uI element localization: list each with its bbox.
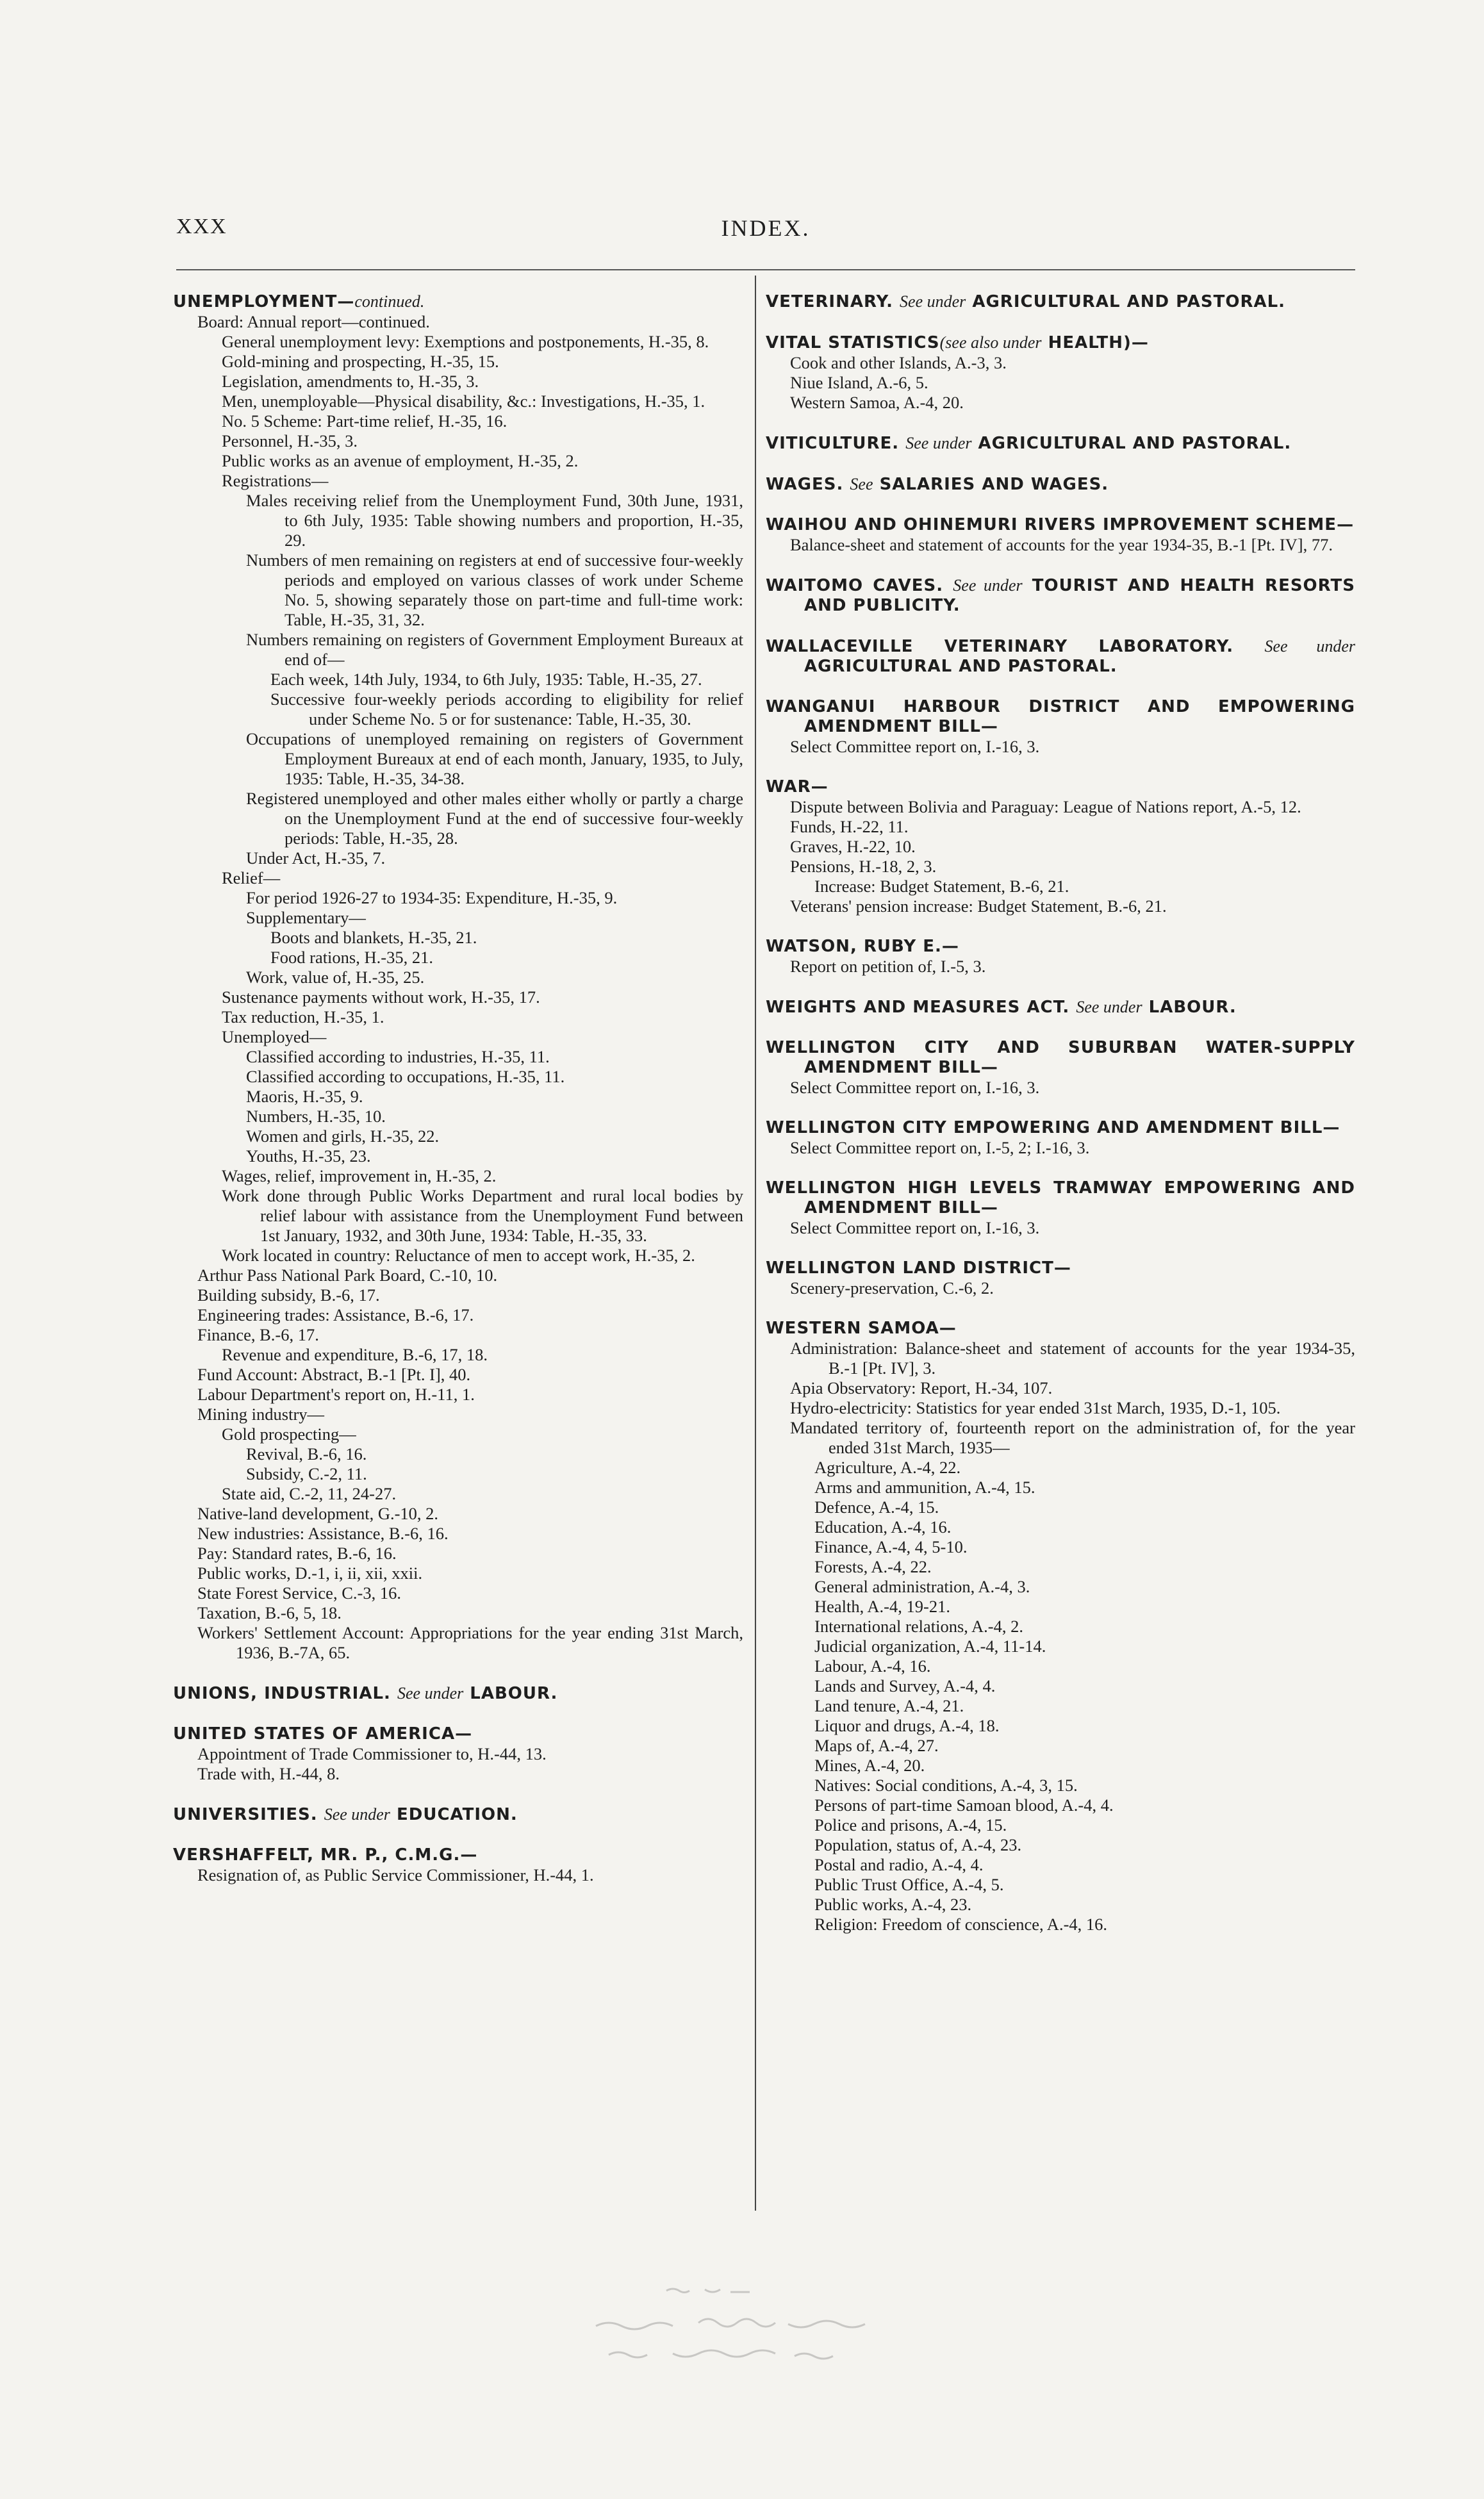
heading-text: UNIVERSITIES. [173,1805,318,1824]
see-under-label: See under [397,1684,464,1703]
index-subentry: Report on petition of, I.-5, 3. [790,957,986,976]
index-subentry: Pay: Standard rates, B.-6, 16. [197,1544,397,1563]
index-entry-united-states-of-america [173,1724,743,1784]
index-subentry: No. 5 Scheme: Part-time relief, H.-35, 16. [222,411,507,431]
heading-text: WALLACEVILLE VETERINARY LABORATORY. [766,637,1234,656]
column-divider [755,276,756,2211]
index-subentry: Classified according to occupations, H.-35, 11. [246,1067,565,1086]
index-heading [173,1724,743,1744]
index-subentry: International relations, A.-4, 2. [814,1617,1024,1636]
index-entry-universities [173,1804,743,1825]
index-subentry: Public works as an avenue of employment, H.-35, 2. [222,451,579,470]
index-subentry: Select Committee report on, I.-16, 3. [790,1218,1040,1237]
index-heading [766,1038,1355,1078]
cross-reference: EDUCATION. [397,1805,518,1824]
index-entry-weights-and-measures-act [766,997,1355,1018]
index-heading [766,997,1355,1018]
index-subentry: Finance, A.-4, 4, 5-10. [814,1537,968,1556]
index-subentry: Education, A.-4, 16. [814,1517,952,1537]
index-subentry: Postal and radio, A.-4, 4. [814,1855,984,1874]
index-subentry: Cook and other Islands, A.-3, 3. [790,353,1007,372]
index-subentry: Native-land development, G.-10, 2. [197,1504,439,1523]
cross-reference: TOURIST AND HEALTH RESORTS AND PUBLICITY. [804,576,1355,615]
index-subentry: Boots and blankets, H.-35, 21. [270,928,477,947]
index-subentry: Population, status of, A.-4, 23. [814,1835,1022,1854]
index-subentry: Arthur Pass National Park Board, C.-10, 10. [197,1266,498,1285]
index-heading [173,1683,743,1704]
index-subentry: Sustenance payments without work, H.-35, 17. [222,987,540,1007]
index-subentry: Work, value of, H.-35, 25. [246,968,425,987]
heading-text: WAIHOU AND OHINEMURI RIVERS IMPROVEMENT SCHEME— [766,515,1355,534]
index-subentry: Women and girls, H.-35, 22. [246,1126,440,1146]
index-entry-wellington-city-and-suburban-water-suppl [766,1038,1355,1098]
index-subentry: Workers' Settlement Account: Appropriations for the year ending 31st March, 1936, B.-7A, 65. [197,1623,743,1662]
page-title: INDEX. [721,215,811,241]
heading-text: UNEMPLOYMENT— [173,292,355,311]
index-subentry: For period 1926-27 to 1934-35: Expenditure, H.-35, 9. [246,888,618,907]
index-subentry: Dispute between Bolivia and Paraguay: League of Nations report, A.-5, 12. [790,797,1301,816]
index-subentry: Labour, A.-4, 16. [814,1656,931,1676]
index-subentry: Trade with, H.-44, 8. [197,1764,340,1783]
index-heading [766,433,1355,454]
index-subentry: Hydro-electricity: Statistics for year ended 31st March, 1935, D.-1, 105. [790,1398,1281,1417]
index-subentry: Gold-mining and prospecting, H.-35, 15. [222,352,499,371]
index-subentry: Taxation, B.-6, 5, 18. [197,1603,342,1622]
index-subentry: Work located in country: Reluctance of men to accept work, H.-35, 2. [222,1246,695,1265]
index-subentry: Pensions, H.-18, 2, 3. [790,857,937,876]
index-subentry: Each week, 14th July, 1934, to 6th July, 1935: Table, H.-35, 27. [270,670,702,689]
index-subentry: Public works, D.-1, i, ii, xii, xxii. [197,1563,423,1583]
index-subentry: Scenery-preservation, C.-6, 2. [790,1278,994,1298]
heading-text: WELLINGTON HIGH LEVELS TRAMWAY EMPOWERING AND AMENDMENT BILL— [766,1178,1355,1217]
index-subentry: Balance-sheet and statement of accounts for the year 1934-35, B.-1 [Pt. IV], 77. [790,535,1333,554]
heading-text: VETERINARY. [766,292,893,311]
index-subentry: Niue Island, A.-6, 5. [790,373,928,392]
index-heading [766,1258,1355,1278]
index-entry-viticulture [766,433,1355,454]
heading-text: WANGANUI HARBOUR DISTRICT AND EMPOWERING AMENDMENT BILL— [766,697,1355,736]
index-subentry: Finance, B.-6, 17. [197,1325,319,1344]
heading-note: (see also under [939,333,1042,352]
heading-text: WATSON, RUBY E.— [766,937,959,956]
index-heading [766,697,1355,737]
index-subentry: Relief— [222,868,281,887]
index-subentry: Natives: Social conditions, A.-4, 3, 15. [814,1776,1078,1795]
index-subentry: Youths, H.-35, 23. [246,1146,371,1166]
index-entry-vershaffelt-mr-p-c-m-g [173,1845,743,1885]
index-entry-waihou-and-ohinemuri-rivers-improvement- [766,515,1355,555]
index-subentry: Building subsidy, B.-6, 17. [197,1285,380,1305]
index-subentry: Resignation of, as Public Service Commissioner, H.-44, 1. [197,1865,594,1885]
index-subentry: Persons of part-time Samoan blood, A.-4, 4. [814,1795,1114,1815]
heading-text: WAR— [766,777,829,796]
index-subentry: Numbers of men remaining on registers at end of successive four-weekly periods and employed on various classes of work under Scheme No. 5, showing separately those on part-time and full-time work: Table, H.-35, 31, 32. [246,550,743,629]
index-subentry: Fund Account: Abstract, B.-1 [Pt. I], 40. [197,1365,471,1384]
page-header [176,215,1355,260]
index-entry-wages [766,474,1355,495]
header-rule [176,269,1355,270]
index-subentry: Personnel, H.-35, 3. [222,431,358,450]
index-subentry: General administration, A.-4, 3. [814,1577,1030,1596]
index-subentry: Apia Observatory: Report, H.-34, 107. [790,1378,1053,1398]
index-entry-unions-industrial [173,1683,743,1704]
index-subentry: Revival, B.-6, 16. [246,1444,367,1464]
index-subentry: Supplementary— [246,908,366,927]
heading-text: WESTERN SAMOA— [766,1319,957,1338]
index-subentry: Defence, A.-4, 15. [814,1497,939,1517]
index-entry-wellington-city-empowering-and-amendment [766,1118,1355,1158]
index-subentry: Administration: Balance-sheet and statement of accounts for the year 1934-35, B.-1 [Pt. IV], 3. [790,1339,1355,1378]
heading-text: WAITOMO CAVES. [766,576,944,595]
cross-reference: AGRICULTURAL AND PASTORAL. [972,292,1286,311]
index-subentry: Males receiving relief from the Unemployment Fund, 30th June, 1931, to 6th July, 1935: Table showing numbers and proportion, H.-35, 29. [246,491,743,550]
index-subentry: State Forest Service, C.-3, 16. [197,1583,401,1603]
index-entry-western-samoa [766,1319,1355,1934]
index-subentry: Maps of, A.-4, 27. [814,1736,939,1755]
index-subentry: Tax reduction, H.-35, 1. [222,1007,384,1027]
see-under-label: See under [900,292,966,311]
index-subentry: Public Trust Office, A.-4, 5. [814,1875,1004,1894]
index-subentry: Gold prospecting— [222,1424,356,1444]
heading-text: WELLINGTON LAND DISTRICT— [766,1258,1071,1278]
index-heading [766,1118,1355,1138]
index-entry-wallaceville-veterinary-laboratory [766,636,1355,677]
cross-reference: SALARIES AND WAGES. [879,475,1109,494]
index-subentry: Appointment of Trade Commissioner to, H.-44, 13. [197,1744,547,1763]
see-under-label: See under [1264,637,1355,656]
index-subentry: Engineering trades: Assistance, B.-6, 17. [197,1305,474,1324]
heading-text: UNIONS, INDUSTRIAL. [173,1684,391,1703]
heading-text: WEIGHTS AND MEASURES ACT. [766,998,1070,1017]
index-subentry: Maoris, H.-35, 9. [246,1087,363,1106]
index-subentry: Graves, H.-22, 10. [790,837,916,856]
heading-text: UNITED STATES OF AMERICA— [173,1724,473,1744]
index-subentry: Mines, A.-4, 20. [814,1756,925,1775]
see-under-label: See under [953,576,1023,595]
index-subentry: Liquor and drugs, A.-4, 18. [814,1716,1000,1735]
heading-cross-reference: HEALTH)— [1048,333,1149,352]
index-entry-vital-statistics [766,333,1355,413]
index-heading [766,1178,1355,1218]
index-subentry: Labour Department's report on, H.-11, 1. [197,1385,475,1404]
cross-reference: AGRICULTURAL AND PASTORAL. [804,657,1117,676]
index-entry-wellington-high-levels-tramway-empowerin [766,1178,1355,1238]
cross-reference: LABOUR. [1148,998,1237,1017]
index-heading [766,333,1355,353]
index-subentry: Under Act, H.-35, 7. [246,848,386,868]
index-subentry: New industries: Assistance, B.-6, 16. [197,1524,449,1543]
cross-reference: AGRICULTURAL AND PASTORAL. [978,434,1292,453]
see-under-label: See [850,475,873,493]
index-subentry: Work done through Public Works Department and rural local bodies by relief labour with assistance from the Unemployment Fund between 1st January, 1932, and 30th June, 1934: Table, H.-35, 33. [222,1186,743,1245]
heading-text: VITAL STATISTICS [766,333,940,352]
see-under-label: See under [905,434,972,452]
index-subentry: Revenue and expenditure, B.-6, 17, 18. [222,1345,488,1364]
index-heading [173,1804,743,1825]
index-entry-waitomo-caves [766,575,1355,616]
heading-text: WELLINGTON CITY EMPOWERING AND AMENDMENT BILL— [766,1118,1340,1137]
index-subentry: Select Committee report on, I.-16, 3. [790,737,1040,756]
index-subentry: Increase: Budget Statement, B.-6, 21. [814,877,1069,896]
index-heading [766,937,1355,957]
index-subentry: Select Committee report on, I.-5, 2; I.-16, 3. [790,1138,1090,1157]
index-subentry: Funds, H.-22, 11. [790,817,909,836]
index-subentry: Arms and ammunition, A.-4, 15. [814,1478,1035,1497]
index-subentry: Lands and Survey, A.-4, 4. [814,1676,996,1695]
index-entry-watson-ruby-e [766,937,1355,977]
index-subentry: Registered unemployed and other males either wholly or partly a charge on the Unemployment Fund at the end of successive four-weekly periods: Table, H.-35, 28. [246,789,743,848]
index-heading [766,777,1355,797]
index-subentry: Forests, A.-4, 22. [814,1557,932,1576]
index-subentry: Board: Annual report—continued. [197,312,430,331]
index-subentry: Mandated territory of, fourteenth report on the administration of, for the year ended 31st March, 1935— [790,1418,1355,1457]
index-heading [766,1319,1355,1339]
heading-text: VERSHAFFELT, MR. P., C.M.G.— [173,1845,478,1865]
page-number: XXX [176,215,227,238]
index-entry-unemployment [173,292,743,1663]
index-subentry: Unemployed— [222,1027,327,1046]
cross-reference: LABOUR. [470,1684,558,1703]
index-heading [766,292,1355,312]
index-subentry: Registrations— [222,471,329,490]
left-column [173,292,743,1885]
index-subentry: Agriculture, A.-4, 22. [814,1458,961,1477]
index-subentry: Wages, relief, improvement in, H.-35, 2. [222,1166,497,1185]
index-subentry: General unemployment levy: Exemptions and postponements, H.-35, 8. [222,332,709,351]
index-subentry: Legislation, amendments to, H.-35, 3. [222,372,479,391]
see-under-label: See under [324,1805,390,1824]
index-heading [766,515,1355,535]
index-subentry: Veterans' pension increase: Budget Statement, B.-6, 21. [790,896,1167,916]
index-subentry: Land tenure, A.-4, 21. [814,1696,964,1715]
index-subentry: Religion: Freedom of conscience, A.-4, 16. [814,1915,1108,1934]
index-subentry: Select Committee report on, I.-16, 3. [790,1078,1040,1097]
index-subentry: Subsidy, C.-2, 11. [246,1464,367,1483]
index-subentry: Food rations, H.-35, 21. [270,948,433,967]
heading-text: WAGES. [766,475,844,494]
index-subentry: Public works, A.-4, 23. [814,1895,972,1914]
index-subentry: Judicial organization, A.-4, 11-14. [814,1637,1046,1656]
heading-text: WELLINGTON CITY AND SUBURBAN WATER-SUPPLY AMENDMENT BILL— [766,1038,1355,1077]
right-column [766,292,1355,1934]
index-entry-veterinary [766,292,1355,312]
index-heading [173,292,743,312]
index-entry-wanganui-harbour-district-and-empowering [766,697,1355,757]
index-subentry: Occupations of unemployed remaining on registers of Government Employment Bureaux at end of each month, January, 1935, to July, 1935: Table, H.-35, 34-38. [246,729,743,788]
index-heading [766,474,1355,495]
index-subentry: Police and prisons, A.-4, 15. [814,1815,1007,1835]
index-heading [766,575,1355,616]
index-heading [173,1845,743,1865]
heading-text: VITICULTURE. [766,434,900,453]
library-stamp-mark [570,2278,903,2374]
index-subentry: Classified according to industries, H.-35, 11. [246,1047,550,1066]
index-entry-war [766,777,1355,916]
index-subentry: Mining industry— [197,1405,325,1424]
index-heading [766,636,1355,677]
index-subentry: Men, unemployable—Physical disability, &c.: Investigations, H.-35, 1. [222,392,705,411]
heading-note: continued. [354,292,425,311]
index-subentry: Western Samoa, A.-4, 20. [790,393,964,412]
index-subentry: Successive four-weekly periods according to eligibility for relief under Scheme No. 5 or for sustenance: Table, H.-35, 30. [270,689,743,729]
see-under-label: See under [1076,998,1142,1016]
index-entry-wellington-land-district [766,1258,1355,1298]
index-subentry: Numbers remaining on registers of Government Employment Bureaux at end of— [246,630,743,669]
index-subentry: Numbers, H.-35, 10. [246,1107,386,1126]
index-subentry: State aid, C.-2, 11, 24-27. [222,1484,397,1503]
index-subentry: Health, A.-4, 19-21. [814,1597,950,1616]
